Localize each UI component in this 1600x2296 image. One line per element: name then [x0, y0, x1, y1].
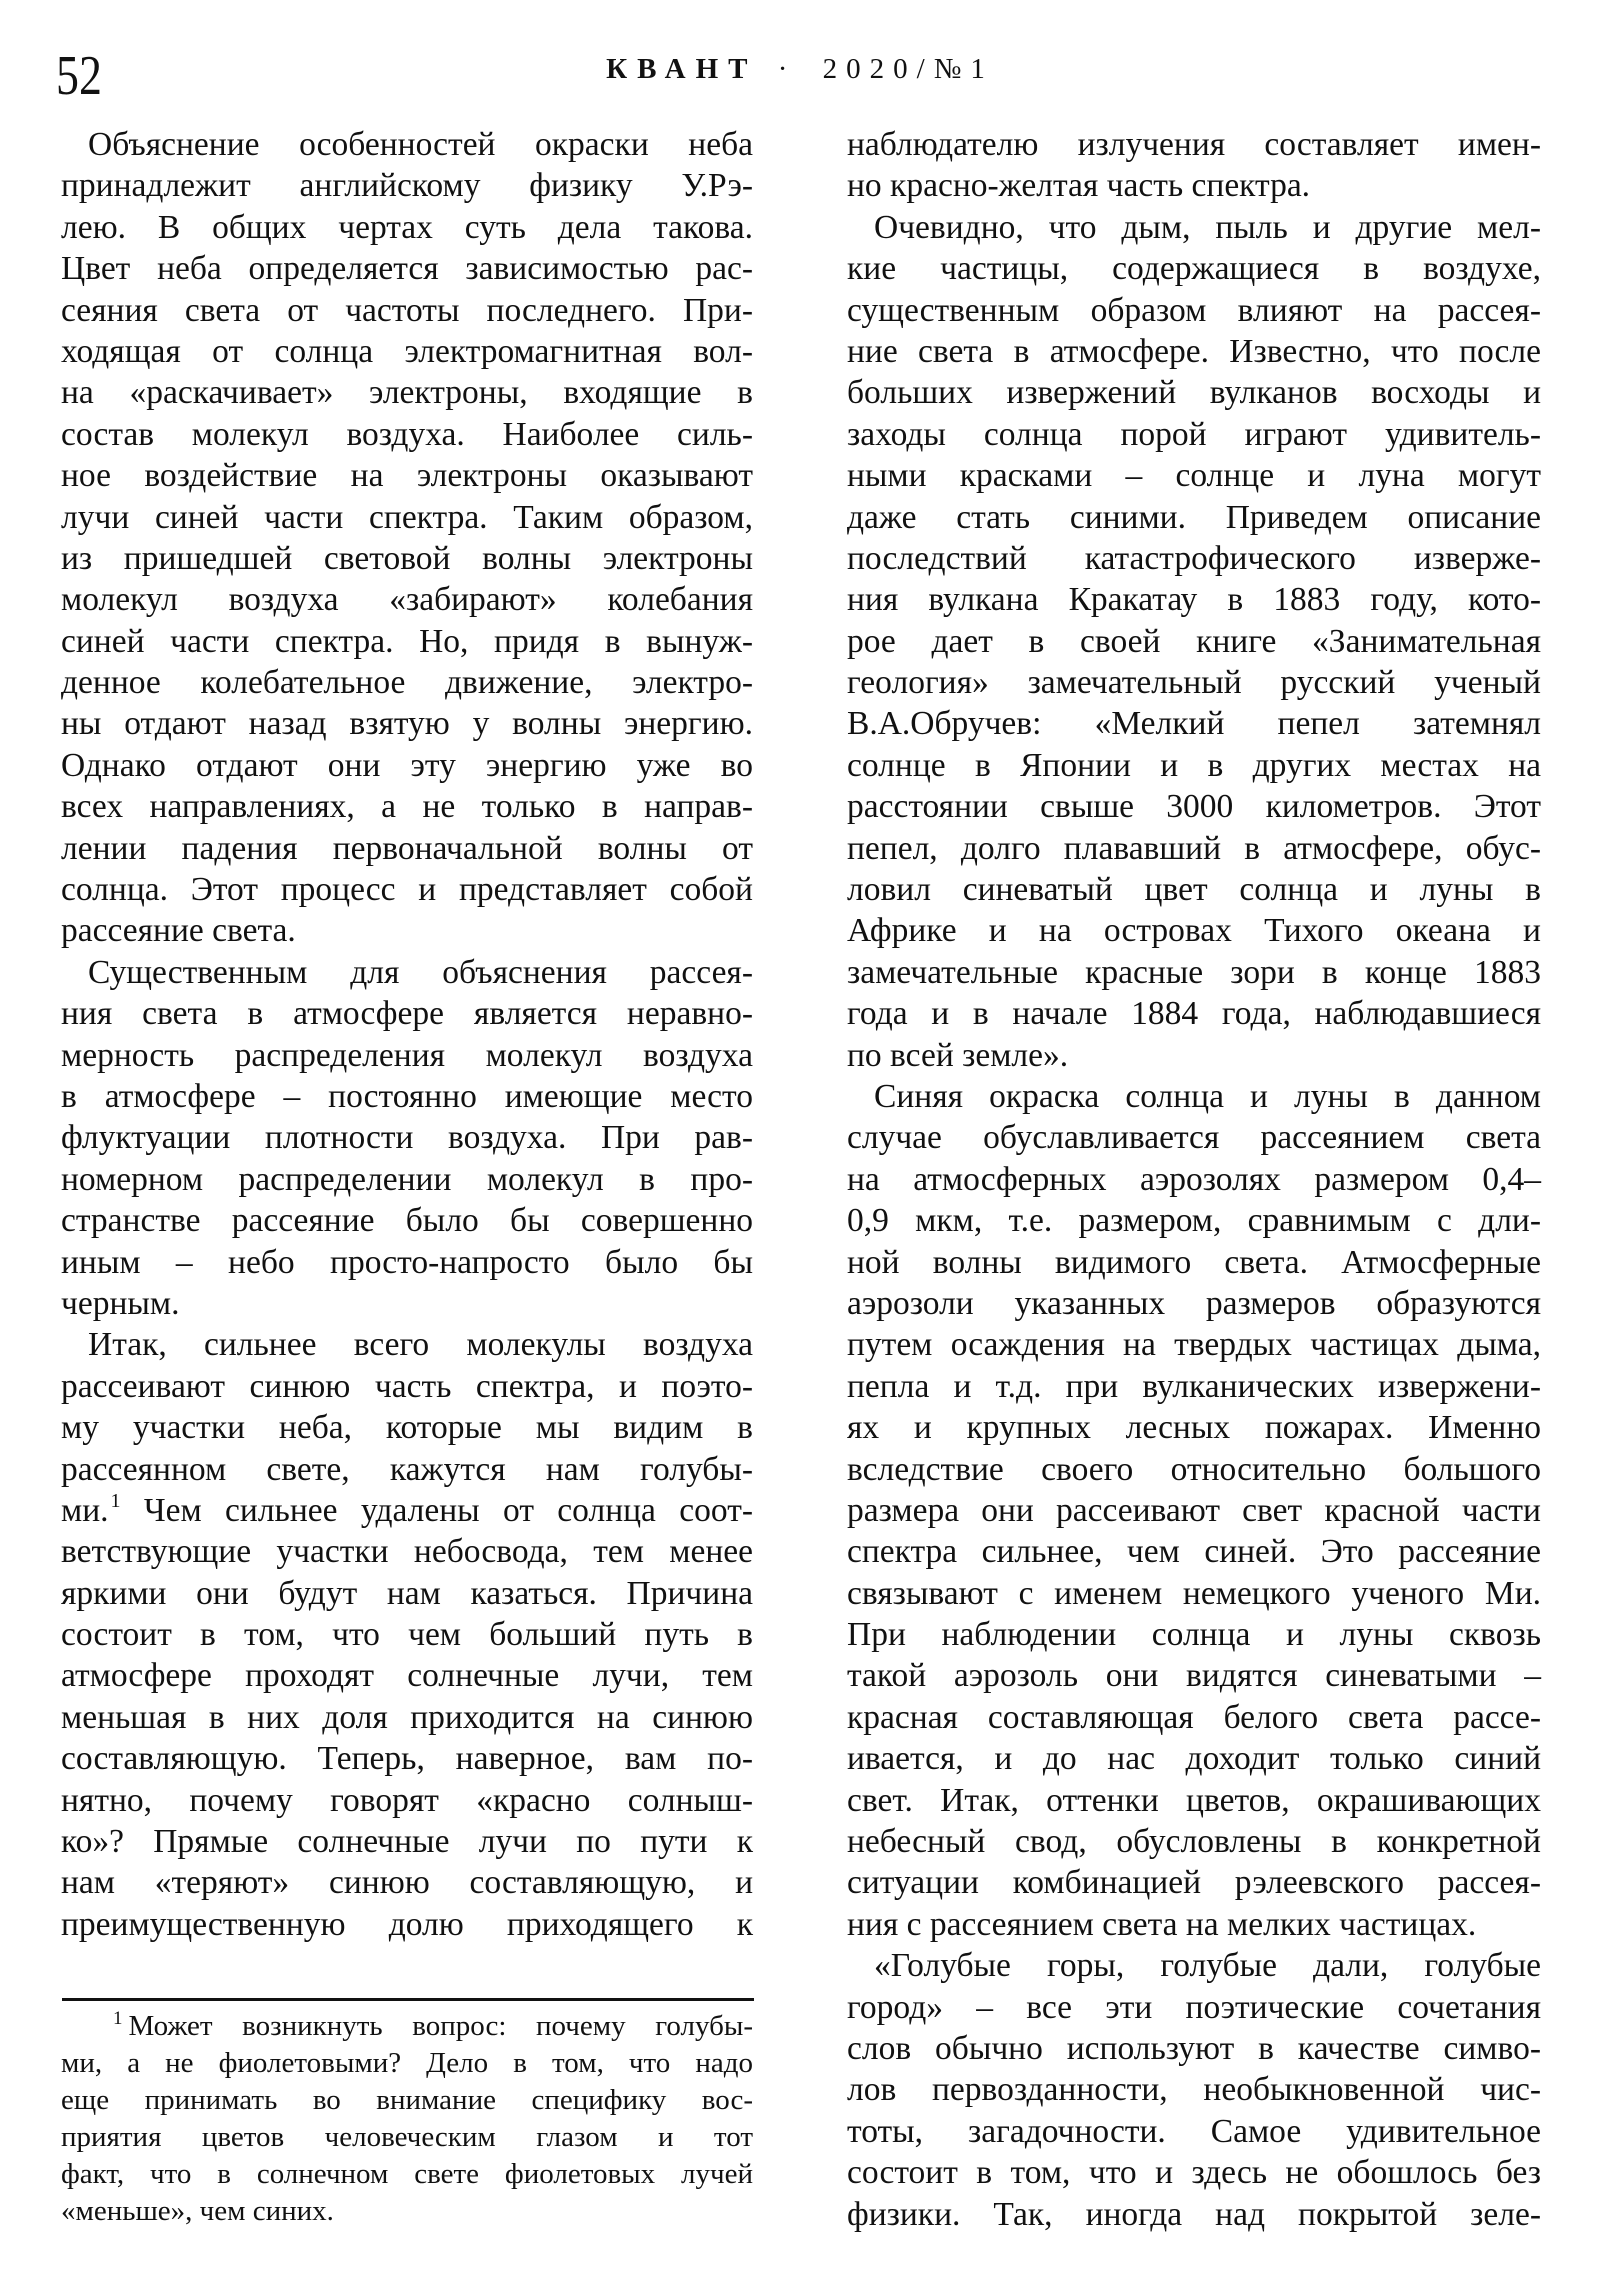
text-line: нам «теряют» синюю составляющую, и: [61, 1864, 753, 1902]
running-head: [0, 52, 1600, 86]
text-line: атмосфере проходят солнечные лучи, тем: [61, 1657, 753, 1695]
text-line: спектра сильнее, чем синей. Это рассеяние: [847, 1533, 1541, 1571]
text-line: ния вулкана Кракатау в 1883 году, кото-: [847, 581, 1541, 619]
text-line: пепла и т.д. при вулканических извержени-: [847, 1367, 1541, 1405]
issue-number: 2020/№1: [822, 53, 994, 85]
text-line: кие частицы, содержащиеся в воздухе,: [847, 250, 1541, 288]
footnote-text: Может возникнуть вопрос: почему голубы-: [128, 2010, 753, 2042]
text-line: геология» замечательный русский ученый: [847, 664, 1541, 702]
text-line: связывают с именем немецкого ученого Ми.: [847, 1574, 1541, 1612]
text-line: денное колебательное движение, электро-: [61, 664, 753, 702]
text-line: Цвет неба определяется зависимостью рас-: [61, 250, 753, 288]
footnote-divider: [62, 1998, 754, 2001]
text-line: года и в начале 1884 года, наблюдавшиеся: [847, 995, 1541, 1033]
text-line: В.А.Обручев: «Мелкий пепел затемнял: [847, 705, 1541, 743]
left-column: [61, 124, 753, 1945]
text-line: такой аэрозоль они видятся синеватыми –: [847, 1657, 1541, 1695]
right-column: [847, 124, 1541, 2235]
text-line: составляющую. Теперь, наверное, вам по-: [61, 1740, 753, 1778]
text-line: в атмосфере – постоянно имеющие место: [61, 1077, 753, 1115]
text-line: молекул воздуха «забирают» колебания: [61, 581, 753, 619]
text-line: на атмосферных аэрозолях размером 0,4–: [847, 1160, 1541, 1198]
text-line: При наблюдении солнца и луны сквозь: [847, 1616, 1541, 1654]
text-line: сеяния света от частоты последнего. При-: [61, 291, 753, 329]
text-line: флуктуации плотности воздуха. При рав-: [61, 1119, 753, 1157]
text-line: лучи синей части спектра. Таким образом,: [61, 498, 753, 536]
text-line: ях и крупных лесных пожарах. Именно: [847, 1409, 1541, 1447]
text-line: яркими они будут нам казаться. Причина: [61, 1574, 753, 1612]
text-line: нятно, почему говорят «красно солныш-: [61, 1781, 753, 1819]
text-fragment: Чем сильнее удалены от солнца соот-: [120, 1491, 753, 1529]
footnote-line: приятия цветов человеческим глазом и тот: [61, 2121, 753, 2153]
footnote-line: еще принимать во внимание специфику вос-: [61, 2084, 753, 2116]
text-line: Очевидно, что дым, пыль и другие мел-: [874, 208, 1541, 246]
text-line: ситуации комбинацией рэлеевского рассея-: [847, 1864, 1541, 1902]
text-line: но красно-желтая часть спектра.: [847, 167, 1311, 205]
text-line: Итак, сильнее всего молекулы воздуха: [88, 1326, 753, 1364]
footnote-line: факт, что в солнечном свете фиолетовых лучей: [61, 2158, 753, 2190]
text-line: меньшая в них доля приходится на синюю: [61, 1698, 753, 1736]
text-line: Существенным для объяснения рассея-: [88, 953, 753, 991]
text-line: заходы солнца порой играют удивитель-: [847, 415, 1541, 453]
header-separator: ·: [777, 53, 797, 85]
text-line: город» – все эти поэтические сочетания: [847, 1988, 1541, 2026]
text-line: случае обуславливается рассеянием света: [847, 1119, 1541, 1157]
text-line: состав молекул воздуха. Наиболее силь-: [61, 415, 753, 453]
text-line: вследствие своего относительно большого: [847, 1450, 1541, 1488]
text-line: рассеяние света.: [61, 912, 296, 950]
text-fragment: ми.: [61, 1491, 109, 1529]
text-line: тоты, загадочности. Самое удивительное: [847, 2112, 1541, 2150]
text-line: «Голубые горы, голубые дали, голубые: [874, 1947, 1541, 1985]
text-line: расстоянии свыше 3000 километров. Этот: [847, 788, 1541, 826]
text-line: даже стать синими. Приведем описание: [847, 498, 1541, 536]
text-line: черным.: [61, 1284, 180, 1322]
text-line: рассеивают синюю часть спектра, и поэто-: [61, 1367, 753, 1405]
text-line: путем осаждения на твердых частицах дыма,: [847, 1326, 1541, 1364]
text-line: ны отдают назад взятую у волны энергию.: [61, 705, 753, 743]
text-line: замечательные красные зори в конце 1883: [847, 953, 1541, 991]
text-line: лении падения первоначальной волны от: [61, 829, 753, 867]
footnote-line: ми, а не фиолетовыми? Дело в том, что надо: [61, 2047, 753, 2079]
text-line: всех направлениях, а не только в направ-: [61, 788, 753, 826]
text-line: существенным образом влияют на рассея-: [847, 291, 1541, 329]
text-line: ние света в атмосфере. Известно, что после: [847, 332, 1541, 370]
text-line: солнца. Этот процесс и представляет собой: [61, 871, 753, 909]
text-line: ными красками – солнце и луна могут: [847, 457, 1541, 495]
text-line: странстве рассеяние было бы совершенно: [61, 1202, 753, 1240]
text-line: преимущественную долю приходящего к: [61, 1905, 753, 1943]
text-line: ходящая от солнца электромагнитная вол-: [61, 332, 753, 370]
text-line: ловил синеватый цвет солнца и луны в: [847, 871, 1541, 909]
text-line: из пришедшей световой волны электроны: [61, 539, 753, 577]
text-line: Африке и на островах Тихого океана и: [847, 912, 1541, 950]
text-line: му участки неба, которые мы видим в: [61, 1409, 753, 1447]
text-line: размера они рассеивают свет красной части: [847, 1491, 1541, 1529]
text-line: Однако отдают они эту энергию уже во: [61, 746, 753, 784]
footnote-line: [61, 2008, 753, 2045]
text-line: мерность распределения молекул воздуха: [61, 1036, 753, 1074]
text-line: ко»? Прямые солнечные лучи по пути к: [61, 1823, 753, 1861]
text-line: ния света в атмосфере является неравно-: [61, 995, 753, 1033]
text-line: по всей земле».: [847, 1036, 1069, 1074]
text-line: рассеянном свете, кажутся нам голубы-: [61, 1450, 753, 1488]
page-number: 52: [56, 45, 102, 107]
text-line: ния с рассеянием света на мелких частицах.: [847, 1905, 1477, 1943]
text-line: наблюдателю излучения составляет имен-: [847, 126, 1541, 163]
text-line: синей части спектра. Но, придя в вынуж-: [61, 622, 753, 660]
text-line: рое дает в своей книге «Занимательная: [847, 622, 1541, 660]
text-line: номерном распределении молекул в про-: [61, 1160, 753, 1198]
text-line: свет. Итак, оттенки цветов, окрашивающих: [847, 1781, 1541, 1819]
text-line: Объяснение особенностей окраски неба: [88, 126, 753, 163]
text-line: ивается, и до нас доходит только синий: [847, 1740, 1541, 1778]
footnote-reference[interactable]: 1: [110, 1489, 121, 1512]
footnotes: [61, 2008, 753, 2230]
text-line: Синяя окраска солнца и луны в данном: [874, 1077, 1541, 1115]
text-line: аэрозоли указанных размеров образуются: [847, 1284, 1541, 1322]
text-line: последствий катастрофического изверже-: [847, 539, 1541, 577]
text-line: на «раскачивает» электроны, входящие в: [61, 374, 753, 412]
text-line: небесный свод, обусловлены в конкретной: [847, 1823, 1541, 1861]
journal-title: КВАНТ: [606, 53, 758, 85]
text-line: 0,9 мкм, т.е. размером, сравнимым с дли-: [847, 1202, 1541, 1240]
text-line: ветствующие участки небосвода, тем менее: [61, 1533, 753, 1571]
text-line: лов первозданности, необыкновенной чис-: [847, 2071, 1541, 2109]
text-line: больших извержений вулканов восходы и: [847, 374, 1541, 412]
text-line: иным – небо просто-напросто было бы: [61, 1243, 753, 1281]
text-line: ное воздействие на электроны оказывают: [61, 457, 753, 495]
text-line: лею. В общих чертах суть дела такова.: [61, 208, 753, 246]
text-line: принадлежит английскому физику У.Рэ-: [61, 167, 753, 205]
text-line: состоит в том, что и здесь не обошлось без: [847, 2154, 1541, 2192]
footnote-line: «меньше», чем синих.: [61, 2195, 334, 2227]
text-line: красная составляющая белого света рассе-: [847, 1698, 1541, 1736]
text-line: физики. Так, иногда над покрытой зеле-: [847, 2195, 1541, 2233]
text-line: ной волны видимого света. Атмосферные: [847, 1243, 1541, 1281]
text-line: состоит в том, что чем больший путь в: [61, 1616, 753, 1654]
text-line: слов обычно используют в качестве симво-: [847, 2029, 1541, 2067]
text-line: солнце в Японии и в других местах на: [847, 746, 1541, 784]
text-line: пепел, долго плававший в атмосфере, обус-: [847, 829, 1541, 867]
text-line: [61, 1490, 753, 1531]
footnote-number: 1: [113, 2008, 123, 2029]
